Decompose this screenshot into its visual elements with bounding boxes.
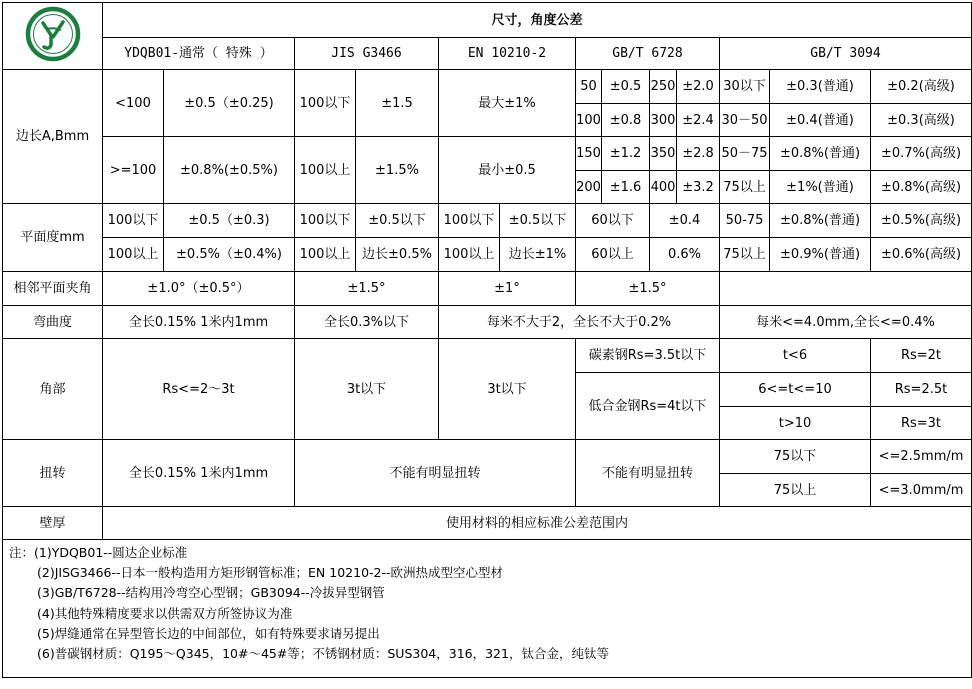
tolerance-table <box>2 2 972 678</box>
cell: ±2.0 <box>677 70 720 104</box>
yuanda-logo-icon <box>23 5 83 63</box>
cell: 100以上 <box>295 238 356 272</box>
cell: 6<=t<=10 <box>720 373 871 407</box>
cell: ±0.5%（±0.4%) <box>164 238 295 272</box>
cell: <100 <box>103 70 164 137</box>
cell: 75以上 <box>720 238 770 272</box>
row-label-bend: 弯曲度 <box>3 306 103 339</box>
cell: 不能有明显扭转 <box>576 440 720 507</box>
cell: 3t以下 <box>439 339 576 440</box>
cell: ±1%(普通) <box>770 171 871 204</box>
cell: ±1° <box>439 272 576 306</box>
cell: ±0.4(普通) <box>770 104 871 137</box>
cell: 100以下 <box>439 204 500 238</box>
cell: 200 <box>576 171 602 204</box>
cell: ±0.8%(普通) <box>770 204 871 238</box>
note-line: (3)GB/T6728--结构用冷弯空心型钢；GB3094--冷拔异型钢管 <box>37 585 385 601</box>
cell: 边长±0.5% <box>356 238 439 272</box>
cell: 100以上 <box>439 238 500 272</box>
cell: <=3.0mm/m <box>871 474 972 507</box>
cell: ±0.5（±0.3) <box>164 204 295 238</box>
cell: 低合金钢Rs=4t以下 <box>576 373 720 440</box>
cell: ±1.2 <box>602 137 650 171</box>
cell: 边长±1% <box>500 238 576 272</box>
cell: ±2.8 <box>677 137 720 171</box>
cell: ±0.5以下 <box>500 204 576 238</box>
cell: 60以下 <box>576 204 650 238</box>
cell: 50-75 <box>720 204 770 238</box>
cell: ±0.4 <box>650 204 720 238</box>
cell: 100以上 <box>295 137 356 204</box>
note-line: 注：(1)YDQB01--圆达企业标准 <box>9 545 188 560</box>
cell: ±0.5（±0.25) <box>164 70 295 137</box>
cell: ±0.5 <box>602 70 650 104</box>
cell: ±2.4 <box>677 104 720 137</box>
cell: 每米不大于2，全长不大于0.2% <box>439 306 720 339</box>
cell: 100以上 <box>103 238 164 272</box>
cell: 100以下 <box>295 204 356 238</box>
cell: 60以上 <box>576 238 650 272</box>
cell: ±0.3(普通) <box>770 70 871 104</box>
cell: ±0.9%(普通) <box>770 238 871 272</box>
cell: 100以下 <box>295 70 356 137</box>
row-label-corner: 角部 <box>3 339 103 440</box>
cell: ±0.6%(高级) <box>871 238 972 272</box>
cell: 全长0.15% 1米内1mm <box>103 440 295 507</box>
cell: 不能有明显扭转 <box>295 440 576 507</box>
cell: 100 <box>576 104 602 137</box>
cell: ±1.5° <box>295 272 439 306</box>
row-label-angle: 相邻平面夹角 <box>3 272 103 306</box>
cell: 100以下 <box>103 204 164 238</box>
cell: ±0.5以下 <box>356 204 439 238</box>
cell: 50 <box>576 70 602 104</box>
cell: Rs<=2～3t <box>103 339 295 440</box>
cell: ±0.8 <box>602 104 650 137</box>
logo-cell <box>3 3 103 70</box>
row-label-side: 边长A,Bmm <box>3 70 103 204</box>
cell: ±1.0°（±0.5°） <box>103 272 295 306</box>
cell: 75以上 <box>720 474 871 507</box>
std-ydqb01: YDQB01-通常（ 特殊 ） <box>103 38 295 70</box>
cell: ±1.6 <box>602 171 650 204</box>
cell: ±0.8%(普通) <box>770 137 871 171</box>
cell: ±0.8%(高级) <box>871 171 972 204</box>
cell: 250 <box>650 70 677 104</box>
note-line: (2)JISG3466--日本一般构造用方矩形钢管标准；EN 10210-2--欧洲热成型空心型材 <box>37 565 504 581</box>
note-line: (5)焊缝通常在异型管长边的中间部位，如有特殊要求请另提出 <box>37 625 380 641</box>
row-label-wall: 壁厚 <box>3 507 103 540</box>
cell: ±3.2 <box>677 171 720 204</box>
cell: ±1.5° <box>576 272 720 306</box>
cell: 碳素钢Rs=3.5t以下 <box>576 339 720 373</box>
cell: ±0.5%(高级) <box>871 204 972 238</box>
cell: ±1.5 <box>356 70 439 137</box>
cell: ±1.5% <box>356 137 439 204</box>
cell: 150 <box>576 137 602 171</box>
cell: 50－75 <box>720 137 770 171</box>
cell: Rs=2.5t <box>871 373 972 407</box>
cell: 300 <box>650 104 677 137</box>
cell: Rs=3t <box>871 407 972 440</box>
cell: <=2.5mm/m <box>871 440 972 474</box>
cell: 3t以下 <box>295 339 439 440</box>
cell: 最大±1% <box>439 70 576 137</box>
cell: Rs=2t <box>871 339 972 373</box>
cell: 30以下 <box>720 70 770 104</box>
cell: 0.6% <box>650 238 720 272</box>
cell: 全长0.3%以下 <box>295 306 439 339</box>
cell-empty <box>720 272 972 306</box>
notes-cell <box>3 540 972 678</box>
std-gb6728: GB/T 6728 <box>576 38 720 70</box>
cell: 最小±0.5 <box>439 137 576 204</box>
table-title: 尺寸，角度公差 <box>103 3 972 38</box>
note-line: (6)普碳钢材质：Q195～Q345，10#～45#等；不锈钢材质：SUS304，316，321，钛合金，纯钛等 <box>37 646 609 662</box>
cell: 使用材料的相应标准公差范围内 <box>103 507 972 540</box>
cell: ±0.3(高级) <box>871 104 972 137</box>
cell: 30－50 <box>720 104 770 137</box>
cell: 全长0.15% 1米内1mm <box>103 306 295 339</box>
cell: t<6 <box>720 339 871 373</box>
std-en: EN 10210-2 <box>439 38 576 70</box>
cell: 75以下 <box>720 440 871 474</box>
cell: 每米<=4.0mm,全长<=0.4% <box>720 306 972 339</box>
cell: ±0.8%(±0.5%) <box>164 137 295 204</box>
cell: 75以上 <box>720 171 770 204</box>
cell: 400 <box>650 171 677 204</box>
cell: ±0.7%(高级) <box>871 137 972 171</box>
cell: t>10 <box>720 407 871 440</box>
row-label-flatness: 平面度mm <box>3 204 103 272</box>
std-jis: JIS G3466 <box>295 38 439 70</box>
cell: >=100 <box>103 137 164 204</box>
cell: ±0.2(高级) <box>871 70 972 104</box>
note-line: (4)其他特殊精度要求以供需双方所签协议为准 <box>37 605 293 621</box>
std-gb3094: GB/T 3094 <box>720 38 972 70</box>
row-label-twist: 扭转 <box>3 440 103 507</box>
cell: 350 <box>650 137 677 171</box>
